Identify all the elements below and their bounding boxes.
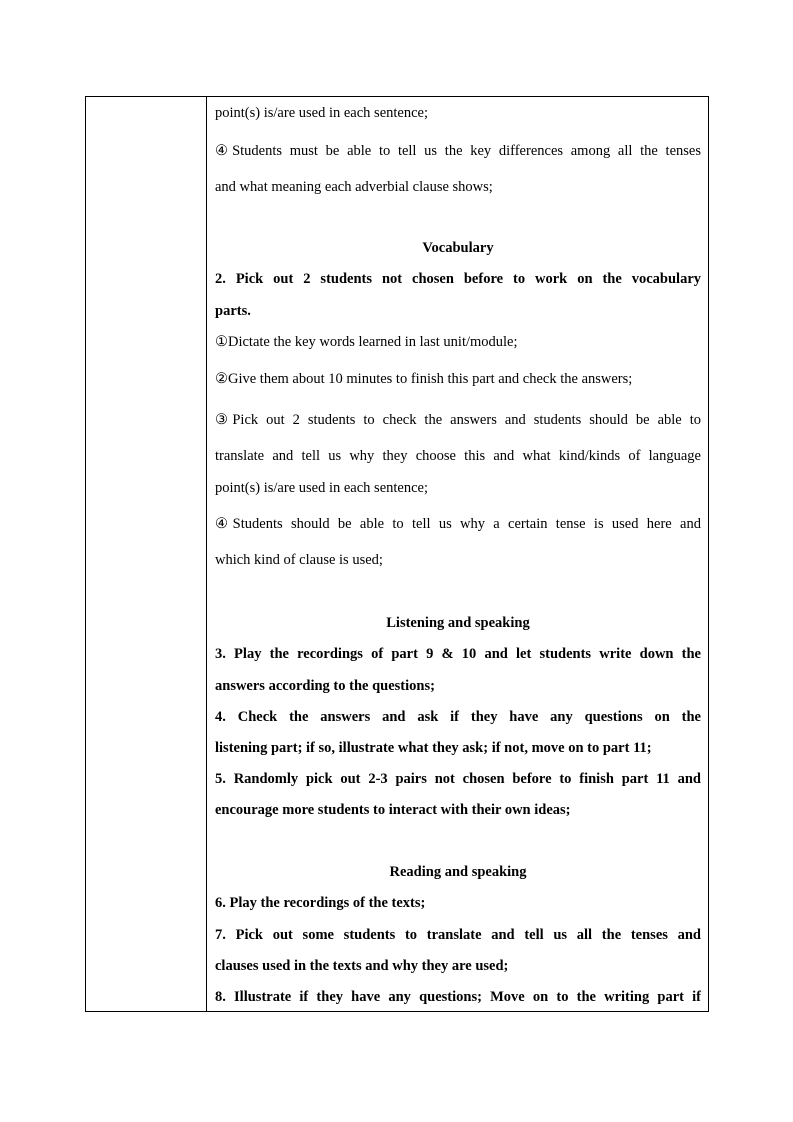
body-line: and what meaning each adverbial clause shows; [215, 179, 493, 195]
step-line: listening part; if so, illustrate what they ask; if not, move on to part 11; [215, 740, 652, 756]
section-heading-vocabulary: Vocabulary [422, 240, 494, 256]
body-line: point(s) is/are used in each sentence; [215, 480, 428, 496]
body-line: point(s) is/are used in each sentence; [215, 105, 428, 121]
body-line: ①Dictate the key words learned in last unit/module; [215, 334, 518, 350]
step-line: 8. Illustrate if they have any questions; Move on to the writing part if [215, 989, 701, 1005]
lesson-plan-table [85, 96, 709, 1012]
body-line: which kind of clause is used; [215, 552, 383, 568]
step-line: 3. Play the recordings of part 9 & 10 and let students write down the [215, 646, 701, 662]
table-left-cell [86, 97, 207, 1011]
section-heading-reading: Reading and speaking [389, 864, 527, 880]
step-line: clauses used in the texts and why they are used; [215, 958, 509, 974]
step-line: 5. Randomly pick out 2-3 pairs not chosen before to finish part 11 and [215, 771, 701, 787]
step-line: answers according to the questions; [215, 678, 435, 694]
step-line: 2. Pick out 2 students not chosen before to work on the vocabulary [215, 271, 701, 287]
body-line: ③Pick out 2 students to check the answers and students should be able to [215, 412, 701, 428]
body-line: ④Students should be able to tell us why a certain tense is used here and [215, 516, 701, 532]
body-line: translate and tell us why they choose this and what kind/kinds of language [215, 448, 701, 464]
section-heading-listening: Listening and speaking [386, 615, 530, 631]
body-line: ④Students must be able to tell us the key differences among all the tenses [215, 143, 701, 159]
table-right-cell [207, 97, 708, 1011]
body-line: ②Give them about 10 minutes to finish this part and check the answers; [215, 371, 633, 387]
step-line: encourage more students to interact with their own ideas; [215, 802, 571, 818]
step-line: 4. Check the answers and ask if they have any questions on the [215, 709, 701, 725]
step-line: 6. Play the recordings of the texts; [215, 895, 426, 911]
step-line: 7. Pick out some students to translate and tell us all the tenses and [215, 927, 701, 943]
step-line: parts. [215, 303, 251, 319]
